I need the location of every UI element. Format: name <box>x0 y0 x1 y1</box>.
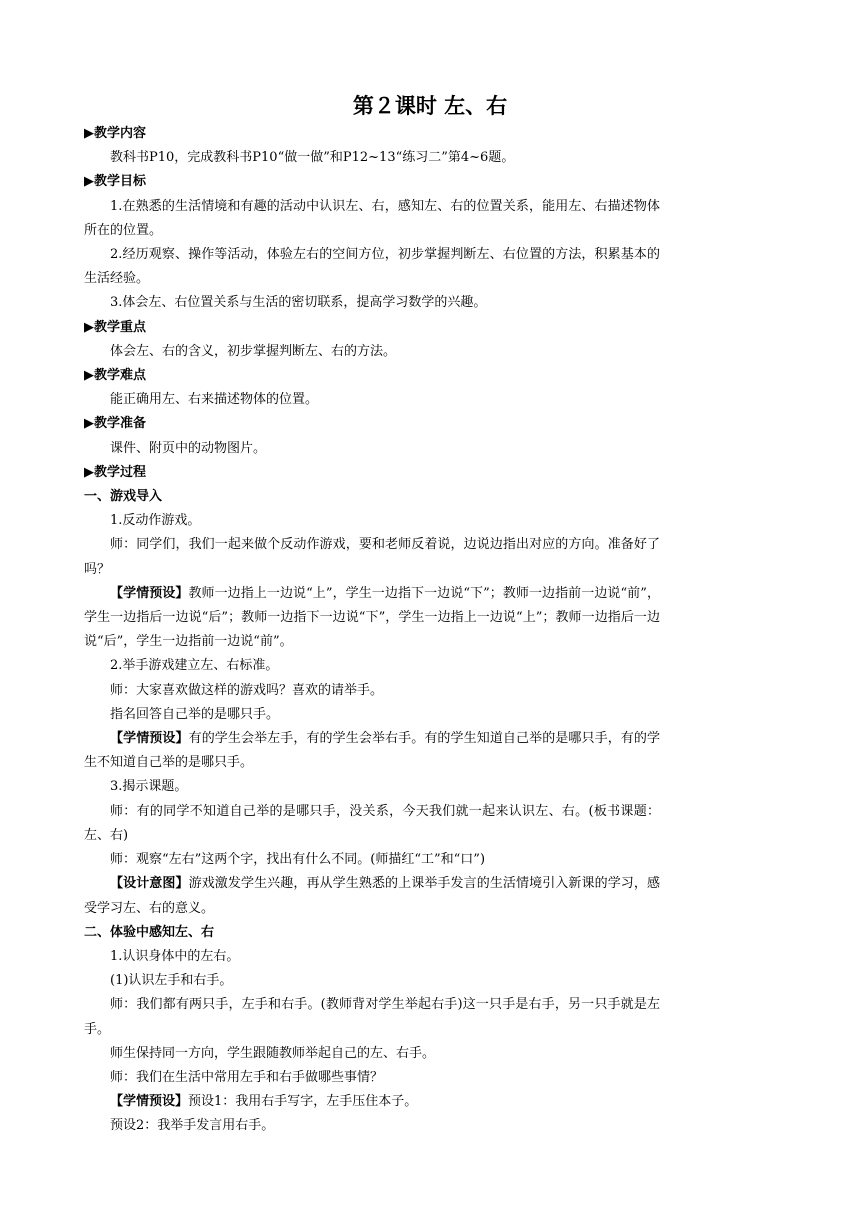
paragraph-text: 有的学生会举左手，有的学生会举右手。有的学生知道自己举的是哪只手，有的学生不知道自己举的是哪只手。 <box>84 731 660 771</box>
tag-label: 【设计意图】 <box>110 876 189 892</box>
paragraph-text: 预设1：我用右手写字，左手压住本子。 <box>188 1094 418 1110</box>
paragraph: 体会左、右的含义，初步掌握判断左、右的方法。 <box>110 343 397 359</box>
section-heading-difficulty: ▶教学难点 <box>84 368 146 384</box>
paragraph: 1.在熟悉的生活情境和有趣的活动中认识左、右，感知左、右的位置关系，能用左、右描述物体所在的位置。 <box>84 198 660 238</box>
paragraph <box>84 872 660 920</box>
paragraph: 师：大家喜欢做这样的游戏吗？喜欢的请举手。 <box>110 682 384 698</box>
paragraph: 3.体会左、右位置关系与生活的密切联系，提高学习数学的兴趣。 <box>110 295 487 311</box>
paragraph: 师：我们在生活中常用左手和右手做哪些事情？ <box>110 1069 384 1085</box>
paragraph: 师：同学们，我们一起来做个反动作游戏，要和老师反着说，边说边指出对应的方向。准备好了吗？ <box>84 537 660 577</box>
part-heading-2: 二、体验中感知左、右 <box>84 924 215 940</box>
paragraph: 能正确用左、右来描述物体的位置。 <box>110 392 319 408</box>
paragraph: 1.认识身体中的左右。 <box>110 948 240 964</box>
section-heading-process: ▶教学过程 <box>84 464 146 480</box>
paragraph: 师：有的同学不知道自己举的是哪只手，没关系，今天我们就一起来认识左、右。(板书课题：左、右) <box>84 803 660 843</box>
paragraph: (1)认识左手和右手。 <box>110 973 233 989</box>
paragraph: 教科书P10，完成教科书P10“做一做”和P12~13“练习二”第4~6题。 <box>110 150 515 166</box>
part-heading-1: 一、游戏导入 <box>84 489 163 505</box>
paragraph <box>84 1090 660 1114</box>
paragraph: 指名回答自己举的是哪只手。 <box>110 706 280 722</box>
paragraph: 预设2：我举手发言用右手。 <box>110 1118 275 1134</box>
section-heading-content: ▶教学内容 <box>84 126 146 141</box>
section-heading-prep: ▶教学准备 <box>84 416 146 432</box>
paragraph: 课件、附页中的动物图片。 <box>110 440 267 456</box>
paragraph: 师：观察“左右”这两个字，找出有什么不同。(师描红“工”和“口”) <box>110 852 486 868</box>
paragraph: 3.揭示课题。 <box>110 779 188 795</box>
document-body <box>84 122 660 1139</box>
paragraph: 1.反动作游戏。 <box>110 513 201 529</box>
tag-label: 【学情预设】 <box>110 585 189 601</box>
paragraph: 师：我们都有两只手，左手和右手。(教师背对学生举起右手)这一只手是右手，另一只手就是左手。 <box>84 997 660 1037</box>
tag-label: 【学情预设】 <box>110 731 189 747</box>
paragraph-text: 教师一边指上一边说“上”，学生一边指下一边说“下”；教师一边指前一边说“前”，学生一边指后一边说“后”；教师一边指下一边说“下”，学生一边指上一边说“上”；教师一边指后一边说“后”，学生一边指前一边说“前”。 <box>84 585 660 650</box>
section-heading-goals: ▶教学目标 <box>84 174 146 190</box>
page-title: 第２课时 左、右 <box>352 94 508 118</box>
paragraph: 2.经历观察、操作等活动，体验左右的空间方位，初步掌握判断左、右位置的方法，积累基本的生活经验。 <box>84 247 660 287</box>
paragraph: 2.举手游戏建立左、右标准。 <box>110 658 279 674</box>
paragraph <box>84 727 660 775</box>
tag-label: 【学情预设】 <box>110 1094 189 1110</box>
paragraph: 师生保持同一方向，学生跟随教师举起自己的左、右手。 <box>110 1045 436 1061</box>
paragraph <box>84 582 660 655</box>
section-heading-key: ▶教学重点 <box>84 319 146 335</box>
paragraph-text: 游戏激发学生兴趣，再从学生熟悉的上课举手发言的生活情境引入新课的学习，感受学习左、右的意义。 <box>84 876 660 916</box>
